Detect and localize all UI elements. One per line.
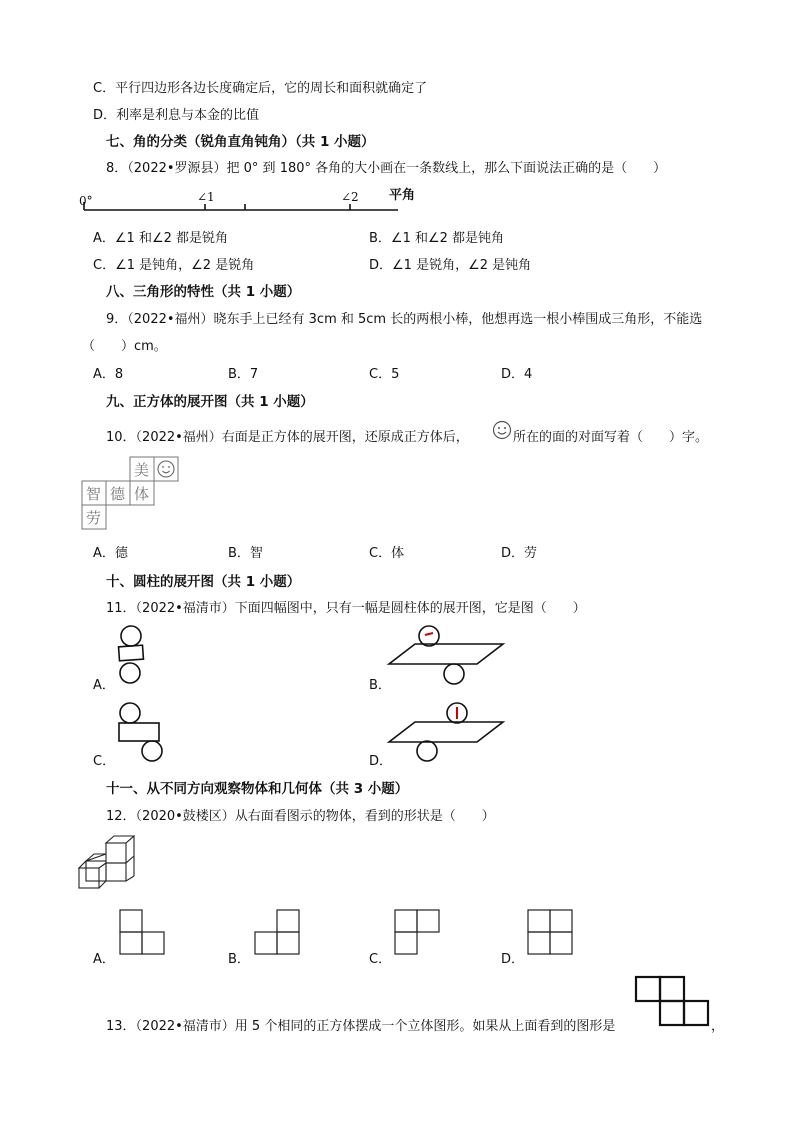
- cylinder-net-d: [385, 700, 515, 766]
- q10-option-d: D．劳: [501, 546, 538, 561]
- q12-label-c: C．: [369, 952, 392, 967]
- cube-net-figure: [80, 456, 190, 532]
- q9-option-c: C．5: [369, 367, 400, 382]
- question-13-tail: ，: [711, 1019, 725, 1034]
- section-heading-10: 十、圆柱的展开图（共 1 小题）: [106, 574, 301, 590]
- view-option-c: [393, 908, 441, 956]
- net-face-lao: 劳: [86, 509, 102, 527]
- smiley-icon: [492, 420, 512, 440]
- cube-stack-figure: [78, 835, 138, 893]
- question-10-text-a: 10．（2022•福州）右面是正方体的展开图，还原成正方体后，: [106, 430, 469, 445]
- question-10-text-b: 所在的面的对面写着（ ）字。: [513, 430, 709, 445]
- question-9-text-cont: （ ）cm。: [82, 339, 167, 354]
- q8-option-b: B．∠1 和∠2 都是钝角: [369, 231, 505, 246]
- q9-option-b: B．7: [228, 367, 259, 382]
- q8-option-c: C．∠1 是钝角，∠2 是锐角: [93, 258, 255, 273]
- section-heading-7: 七、角的分类（锐角直角钝角）（共 1 小题）: [106, 134, 375, 150]
- question-8-text: 8．（2022•罗源县）把 0° 到 180° 各角的大小画在一条数线上，那么下面说法正确的是（ ）: [106, 161, 667, 176]
- q8-option-a: A．∠1 和∠2 都是锐角: [93, 231, 229, 246]
- label-zero-degree: 0°: [79, 194, 93, 208]
- section-heading-11: 十一、从不同方向观察物体和几何体（共 3 小题）: [106, 781, 409, 797]
- question-12-text: 12．（2020•鼓楼区）从右面看图示的物体，看到的形状是（ ）: [106, 809, 495, 824]
- q11-label-a: A．: [93, 678, 115, 693]
- q10-option-a: A．德: [93, 546, 128, 561]
- q11-label-b: B．: [369, 678, 391, 693]
- q12-label-d: D．: [501, 952, 525, 967]
- net-smiley-icon: [158, 461, 174, 477]
- q12-label-a: A．: [93, 952, 115, 967]
- label-angle-2: ∠2: [341, 190, 359, 204]
- net-face-de: 德: [110, 485, 126, 503]
- q11-label-d: D．: [369, 754, 393, 769]
- cylinder-net-b: [385, 622, 515, 688]
- cylinder-net-a: [110, 622, 160, 692]
- net-face-zhi: 智: [86, 485, 102, 503]
- question-11-text: 11．（2022•福清市）下面四幅图中，只有一幅是圆柱体的展开图，它是图（ ）: [106, 601, 586, 616]
- q10-option-c: C．体: [369, 546, 405, 561]
- q9-option-a: A．8: [93, 367, 124, 382]
- option-d: D．利率是利息与本金的比值: [93, 108, 260, 123]
- option-c: C．平行四边形各边长度确定后，它的周长和面积就确定了: [93, 81, 428, 96]
- section-heading-8: 八、三角形的特性（共 1 小题）: [106, 284, 301, 300]
- question-9-text: 9．（2022•福州）晓东手上已经有 3cm 和 5cm 长的两根小棒，他想再选一根小棒围成三角形，不能选: [106, 312, 703, 327]
- q11-label-c: C．: [93, 754, 116, 769]
- view-option-b: [253, 908, 301, 956]
- view-option-d: [526, 908, 574, 956]
- net-face-mei: 美: [134, 461, 150, 479]
- section-heading-9: 九、正方体的展开图（共 1 小题）: [106, 394, 314, 410]
- angle-number-line: [0, 180, 793, 220]
- q10-option-b: B．智: [228, 546, 263, 561]
- net-face-ti: 体: [134, 485, 150, 503]
- question-13-text: 13．（2022•福清市）用 5 个相同的正方体摆成一个立体图形。如果从上面看到的图形是: [106, 1019, 616, 1034]
- label-flat-angle: 平角: [389, 188, 416, 203]
- top-view-figure: [634, 975, 710, 1027]
- q8-option-d: D．∠1 是锐角，∠2 是钝角: [369, 258, 532, 273]
- q9-option-d: D．4: [501, 367, 533, 382]
- label-angle-1: ∠1: [197, 190, 215, 204]
- q12-label-b: B．: [228, 952, 250, 967]
- cylinder-net-c: [110, 700, 170, 766]
- view-option-a: [118, 908, 166, 956]
